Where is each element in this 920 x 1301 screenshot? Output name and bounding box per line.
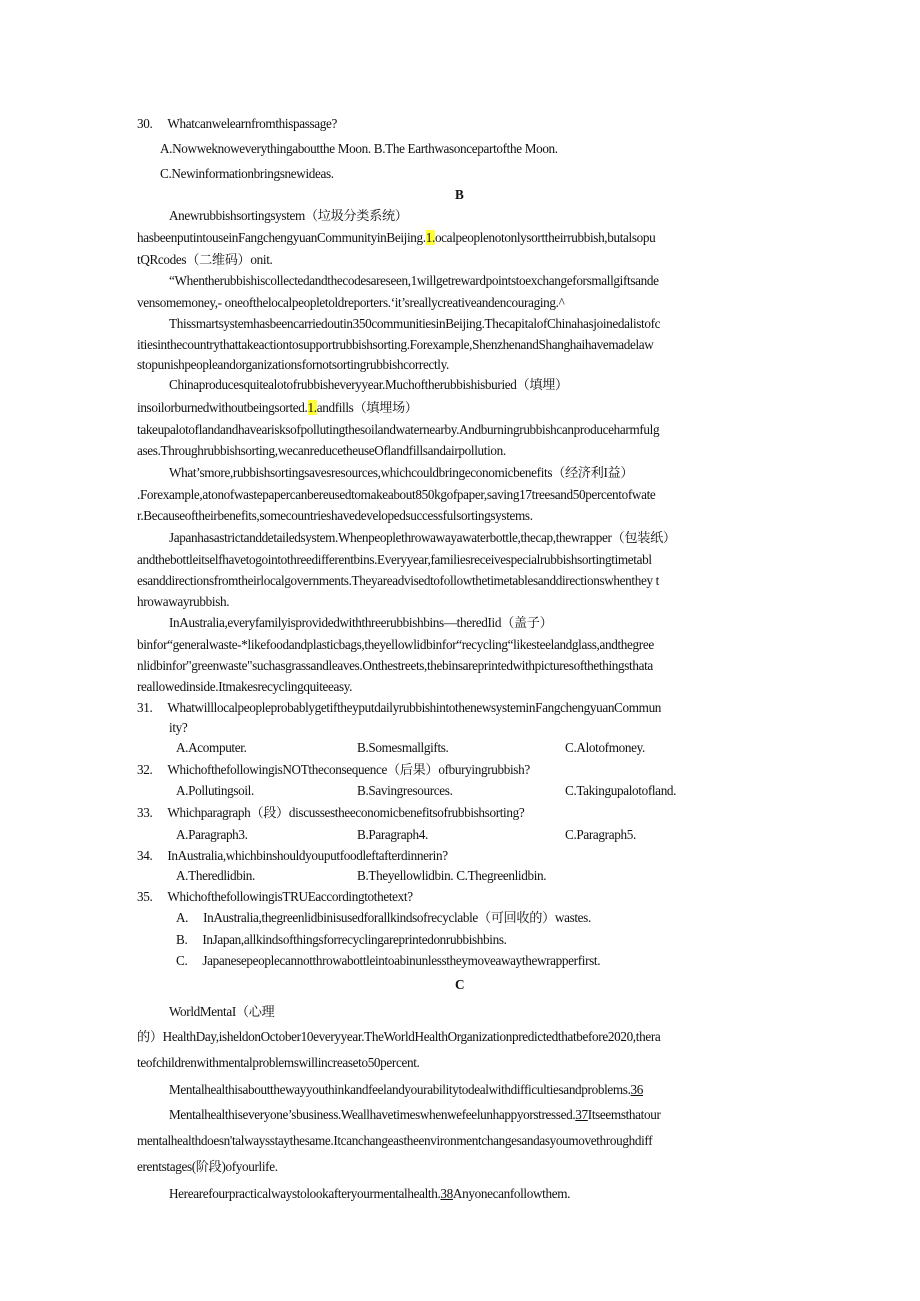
blank-38: 38: [440, 1186, 453, 1201]
q34-option-a: A.Theredlidbin.: [176, 868, 255, 883]
passage-b-p5-line-2: .Forexample,atonofwastepapercanbereusedtomakeabout850kgofpaper,saving17treesand50percentofwate: [137, 487, 656, 502]
question-stem: WhatwilllocalpeopleprobablygetiftheyputdailyrubbishintothenewsysteminFangchengyuanCommun: [167, 700, 662, 715]
passage-c-p1-line-1: WorldMentaI（心理: [169, 1004, 275, 1019]
passage-b-p2-line-1: “Whentherubbishiscollectedandthecodesareseen,1willgetrewardpointstoexchangeforsmallgiftsande: [169, 273, 659, 288]
q30-options-line-2: C.Newinformationbringsnewideas.: [160, 166, 334, 181]
passage-b-p7-line-4: reallowedinside.Itmakesrecyclingquiteeasy.: [137, 679, 353, 694]
q33-option-c: C.Paragraph5.: [565, 827, 636, 842]
section-heading-c: C: [455, 977, 465, 992]
passage-b-p3-line-2: itiesinthecountrythattakeactiontosupportrubbishsorting.Forexample,ShenzhenandShanghaihavemadelaw: [137, 337, 654, 352]
question-stem: InAustralia,whichbinshouldyouputfoodleftafterdinnerin?: [167, 848, 448, 863]
question-33: [137, 805, 524, 821]
q31-option-c: C.Alotofmoney.: [565, 740, 645, 755]
question-31-stem-continued: ity?: [169, 720, 188, 735]
passage-b-p3-line-3: stopunishpeopleandorganizationsfornotsortingrubbishcorrectly.: [137, 357, 449, 372]
q31-option-a: A.Acomputer.: [176, 740, 247, 755]
question-number: 33.: [137, 805, 153, 820]
passage-b-p5-line-3: r.Becauseoftheirbenefits,somecountrieshavedevelopedsuccessfulsortingsystems.: [137, 508, 533, 523]
question-stem: WhichofthefollowingisNOTtheconsequence（后果）ofburyingrubbish?: [167, 762, 530, 777]
passage-b-p7-line-2: binfor“generalwaste-*likefoodandplasticbags,theyellowlidbinfor“recycling“likesteelandglass,andthegree: [137, 637, 654, 652]
passage-b-p3-line-1: Thissmartsystemhasbeencarriedoutin350communitiesinBeijing.ThecapitalofChinahasjoinedalistofc: [169, 316, 661, 331]
passage-b-p7-line-3: nlidbinfor"greenwaste"suchasgrassandleaves.Onthestreets,thebinsareprintedwithpicturesofthethingsthata: [137, 658, 653, 673]
question-number: 30.: [137, 116, 153, 131]
q34-option-b-c: B.Theyellowlidbin. C.Thegreenlidbin.: [357, 868, 547, 883]
question-stem: Whichparagraph（段）discussestheeconomicbenefitsofrubbishsorting?: [167, 805, 525, 820]
question-35: [137, 889, 413, 905]
passage-b-p4-line-3: takeupalotoflandandhavearisksofpollutingthesoilandwaternearby.Andburningrubbishcanproduceharmfulg: [137, 422, 660, 437]
passage-b-p1-line-3: tQRcodes（二维码）onit.: [137, 252, 273, 267]
question-number: 34.: [137, 848, 153, 863]
passage-b-p6-line-2: andthebottleitselfhavetogointothreedifferentbins.Everyyear,familiesreceivespecialrubbishsortingtimetabl: [137, 552, 652, 567]
question-number: 35.: [137, 889, 153, 904]
passage-c-p2: Mentalhealthisaboutthewayyouthinkandfeelandyourabilitytodealwithdifficultiesandproblems.36: [169, 1082, 644, 1097]
section-heading-b: B: [455, 187, 464, 202]
q32-option-c: C.Takingupalotofland.: [565, 783, 677, 798]
passage-b-p4-line-1: Chinaproducesquitealotofrubbisheveryyear.Muchoftherubbishisburied（填埋）: [169, 377, 568, 392]
passage-b-p6-line-3: esanddirectionsfromtheirlocalgovernments.Theyareadvisedtofollowthetimetablesanddirectionswhenthey t: [137, 573, 659, 588]
passage-c-p4: Herearefourpracticalwaystolookafteryourmentalhealth.38Anyonecanfollowthem.: [169, 1186, 571, 1201]
q30-options-line-1: A.Nowweknoweverythingaboutthe Moon. B.The Earthwasoncepartofthe Moon.: [160, 141, 558, 156]
passage-b-p1-line-2: hasbeenputintouseinFangchengyuanCommunityinBeijing.1.ocalpeoplenotonlysorttheirrubbish,butalsopu: [137, 230, 656, 245]
q33-option-a: A.Paragraph3.: [176, 827, 248, 842]
blank-36: 36: [630, 1082, 644, 1097]
passage-b-p6-line-1: Japanhasastrictanddetailedsystem.Whenpeoplethrowawayawaterbottle,thecap,thewrapper（包装纸）: [169, 530, 676, 545]
passage-b-p4-line-2: insoilorburnedwithoutbeingsorted.1.andfills（填埋场）: [137, 400, 418, 415]
question-30: [137, 116, 337, 132]
passage-b-p1-line-1: Anewrubbishsortingsystem（垃圾分类系统）: [169, 208, 408, 223]
blank-37: 37: [575, 1107, 588, 1122]
q31-option-b: B.Somesmallgifts.: [357, 740, 449, 755]
passage-b-p7-line-1: InAustralia,everyfamilyisprovidedwiththreerubbishbins—theredIid（盖子）: [169, 615, 553, 630]
question-32: [137, 762, 530, 778]
q32-option-b: B.Savingresources.: [357, 783, 453, 798]
q32-option-a: A.Pollutingsoil.: [176, 783, 254, 798]
q35-option-c: C. Japanesepeoplecannotthrowabottleintoabinunlesstheymoveawaythewrapperfirst.: [176, 953, 601, 968]
passage-b-p5-line-1: What’smore,rubbishsortingsavesresources,whichcouldbringeconomicbenefits（经济利I益）: [169, 465, 634, 480]
question-number: 32.: [137, 762, 153, 777]
q35-option-a: A. InAustralia,thegreenlidbinisusedforallkindsofrecyclable（可回收的）wastes.: [176, 910, 591, 925]
passage-c-p3-line-1: Mentalhealthiseveryone’sbusiness.Weallhavetimeswhenwefeelunhappyorstressed.37Itseemsthatour: [169, 1107, 661, 1122]
question-34: [137, 848, 448, 864]
q35-option-b: B. InJapan,allkindsofthingsforrecyclingareprintedonrubbishbins.: [176, 932, 507, 947]
question-31: [137, 700, 661, 716]
question-stem: Whatcanwelearnfromthispassage?: [167, 116, 338, 131]
passage-b-p4-line-4: ases.Throughrubbishsorting,wecanreducetheuseOflandfillsandairpollution.: [137, 443, 506, 458]
question-number: 31.: [137, 700, 153, 715]
highlight-mark: 1.: [425, 230, 435, 245]
passage-c-p1-line-3: teofchildrenwithmentalproblemswillincreaseto50percent.: [137, 1055, 420, 1070]
question-stem: WhichofthefollowingisTRUEaccordingtothetext?: [167, 889, 413, 904]
highlight-mark: 1.: [307, 400, 317, 415]
passage-b-p6-line-4: hrowawayrubbish.: [137, 594, 230, 609]
passage-c-p1-line-2: 的）HealthDay,isheldonOctober10everyyear.TheWorldHealthOrganizationpredictedthatbefore2020,thera: [137, 1029, 661, 1044]
passage-c-p3-line-3: erentstages(阶段)ofyourlife.: [137, 1159, 278, 1174]
passage-c-p3-line-2: mentalhealthdoesn'talwaysstaythesame.Itcanchangeastheenvironmentchangesandasyoumovethroughdiff: [137, 1133, 653, 1148]
passage-b-p2-line-2: vensomemoney,- oneofthelocalpeopletoldreporters.‘it’sreallycreativeandencouraging.^: [137, 295, 565, 310]
q33-option-b: B.Paragraph4.: [357, 827, 428, 842]
